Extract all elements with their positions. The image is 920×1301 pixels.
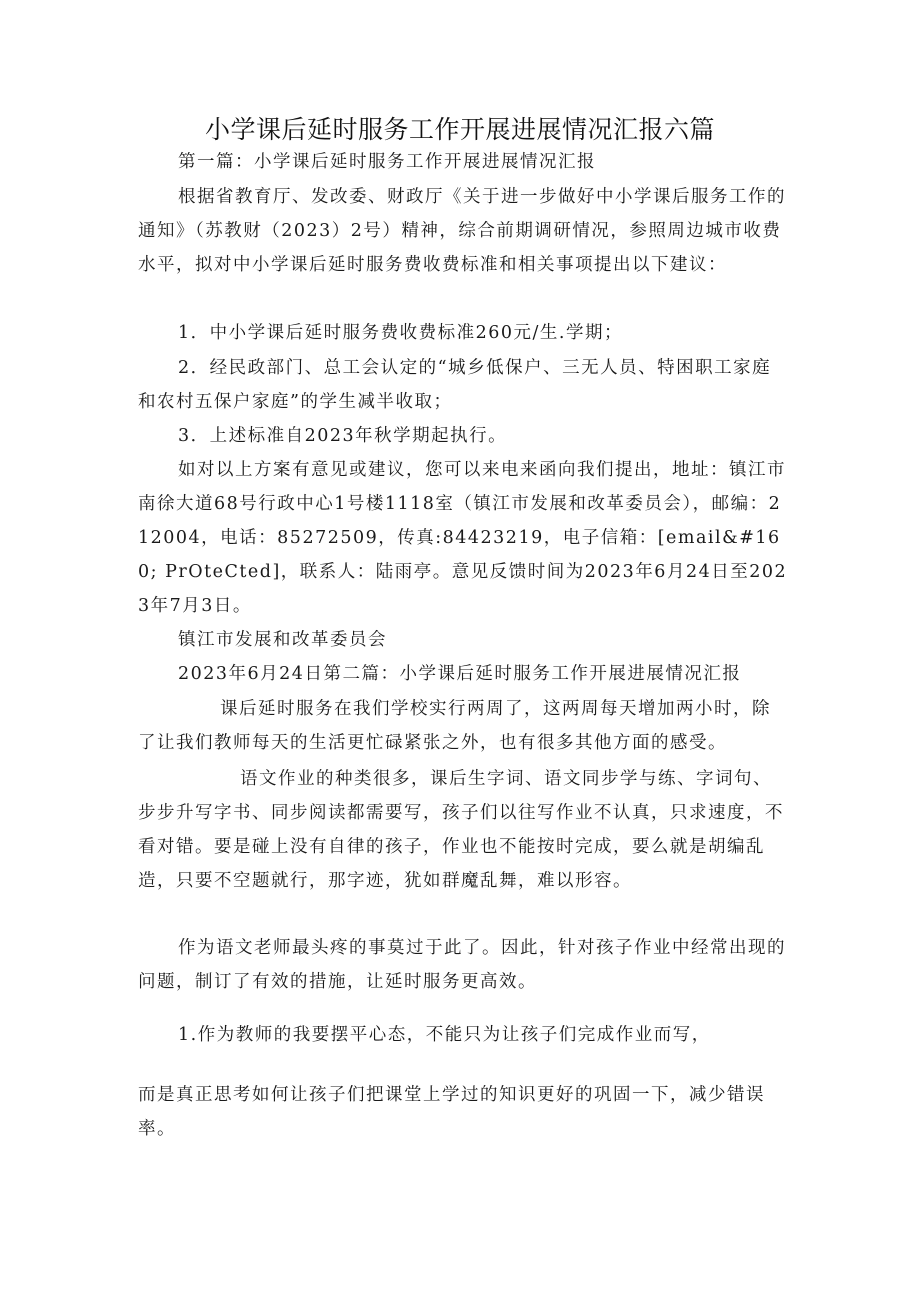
fee-item-1: 1．中小学课后延时服务费收费标准260元/生.学期；: [178, 323, 623, 343]
two-weeks-paragraph: 课后延时服务在我们学校实行两周了，这两周每天增加两小时，除了让我们教师每天的生活更忙碌紧张之外，也有很多其他方面的感受。: [138, 699, 771, 753]
intro-paragraph: 根据省教育厅、发改委、财政厅《关于进一步做好中小学课后服务工作的通知》（苏教财（2023）2号）精神，综合前期调研情况，参照周边城市收费水平，拟对中小学课后延时服务费收费标准和相关事项提出以下建议：: [138, 187, 786, 275]
continuation-paragraph: 而是真正思考如何让孩子们把课堂上学过的知识更好的巩固一下，减少错误率。: [138, 1085, 765, 1139]
organization-line: 镇江市发展和改革委员会: [178, 630, 387, 650]
point-1-paragraph: 1.作为教师的我要摆平心态，不能只为让孩子们完成作业而写，: [178, 1025, 711, 1045]
document-title: 小学课后延时服务工作开展进展情况汇报六篇: [204, 115, 715, 144]
first-section-heading: 第一篇：小学课后延时服务工作开展进展情况汇报: [178, 152, 596, 172]
homework-paragraph: 语文作业的种类很多，课后生字词、语文同步学与练、字词句、步步升写字书、同步阅读都需要写，孩子们以往写作业不认真，只求速度，不看对错。要是碰上没有自律的孩子，作业也不能按时完成，要么就是胡编乱造，只要不空题就行，那字迹，犹如群魔乱舞，难以形容。: [138, 769, 784, 891]
date-second-heading: 2023年6月24日第二篇：小学课后延时服务工作开展进展情况汇报: [178, 664, 742, 684]
fee-item-3: 3．上述标准自2023年秋学期起执行。: [178, 426, 508, 446]
headache-paragraph: 作为语文老师最头疼的事莫过于此了。因此，针对孩子作业中经常出现的问题，制订了有效的措施，让延时服务更高效。: [138, 938, 786, 992]
fee-item-2: 2．经民政部门、总工会认定的“城乡低保户、三无人员、特困职工家庭和农村五保户家庭”的学生减半收取；: [138, 358, 772, 412]
contact-paragraph: 如对以上方案有意见或建议，您可以来电来函向我们提出，地址：镇江市南徐大道68号行政中心1号楼1118室（镇江市发展和改革委员会），邮编：212004，电话：85272509，传真:84423219，电子信箱：[email&#160; PrOteCted]，联系人：陆雨亭。意见反馈时间为2023年6月24日至2023年7月3日。: [138, 460, 788, 616]
